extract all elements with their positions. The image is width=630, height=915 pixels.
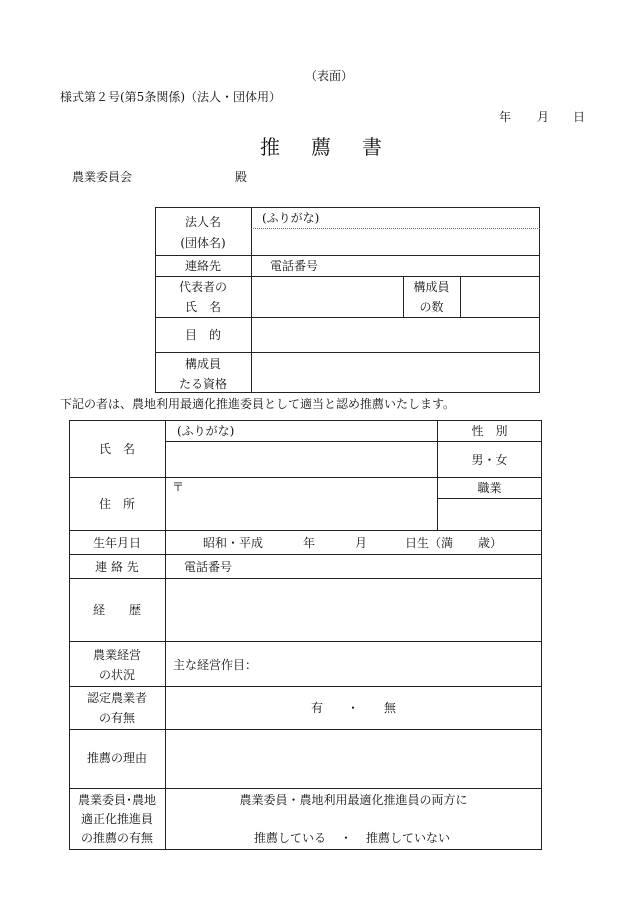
member-count-label-2: の数	[419, 300, 444, 314]
honorific: 殿	[235, 170, 248, 184]
both-label-3: の推薦の有無	[80, 831, 153, 845]
person-name-label: 氏 名	[98, 442, 135, 456]
farm-status-label-1: 農業経営	[92, 648, 141, 662]
title-char-3: 書	[362, 135, 382, 159]
both-no: 推薦していない	[366, 831, 451, 845]
certified-no: 無	[384, 701, 397, 715]
org-phone-label: 電話番号	[270, 259, 319, 273]
dob-month: 月	[355, 536, 368, 550]
member-count-label-1: 構成員	[413, 280, 450, 294]
person-contact-label: 連 絡 先	[95, 560, 139, 574]
dob-age-unit: 歳）	[478, 536, 503, 550]
date-day: 日	[573, 110, 586, 124]
gender-options: 男・女	[471, 453, 508, 467]
certified-yes: 有	[311, 701, 324, 715]
certified-farmer-label-2: の有無	[98, 711, 135, 725]
org-group-label: (団体名)	[180, 236, 226, 250]
side-label: （表面）	[305, 69, 354, 83]
title-char-1: 推	[260, 135, 280, 159]
person-furigana-label: (ふりがな)	[177, 424, 235, 438]
reason-label: 推薦の理由	[86, 751, 147, 765]
both-text: 農業委員・農地利用最適化推進員の両方に	[239, 793, 468, 807]
dob-era: 昭和・平成	[203, 536, 264, 550]
org-contact-label: 連絡先	[184, 259, 221, 273]
date-year: 年	[499, 110, 512, 124]
dob-day-age: 日生（満	[405, 536, 454, 550]
both-separator: ・	[340, 831, 353, 845]
gender-label: 性 別	[471, 424, 508, 438]
address-label: 住 所	[98, 497, 135, 511]
org-furigana-label: (ふりがな)	[262, 211, 320, 225]
rep-label-2: 氏 名	[184, 300, 221, 314]
certified-farmer-label-1: 認定農業者	[86, 691, 147, 705]
qualification-label-1: 構成員	[184, 357, 221, 371]
certified-separator: ・	[347, 701, 360, 715]
form-number: 様式第２号(第5条関係)（法人・団体用）	[60, 90, 281, 104]
rep-label-1: 代表者の	[178, 280, 227, 294]
main-crop-label: 主な経営作目：	[173, 658, 258, 672]
postal-mark: 〒	[172, 480, 185, 494]
dob-label: 生年月日	[92, 536, 141, 550]
occupation-label: 職業	[477, 481, 502, 495]
org-name-label: 法人名	[184, 215, 221, 229]
purpose-label: 目 的	[184, 328, 221, 342]
title-char-2: 薦	[311, 135, 331, 159]
addressee: 農業委員会	[72, 170, 133, 184]
person-phone-label: 電話番号	[184, 560, 233, 574]
both-label-2: 適正化推進員	[80, 812, 153, 826]
qualification-label-2: たる資格	[178, 377, 227, 391]
career-label: 経 歴	[92, 603, 141, 617]
recommendation-statement: 下記の者は、農地利用最適化推進委員として適当と認め推薦いたします。	[60, 397, 456, 411]
date-month: 月	[537, 110, 550, 124]
farm-status-label-2: の状況	[98, 668, 135, 682]
both-label-1: 農業委員･農地	[77, 793, 156, 807]
both-yes: 推薦している	[254, 831, 327, 845]
dob-year: 年	[303, 536, 316, 550]
